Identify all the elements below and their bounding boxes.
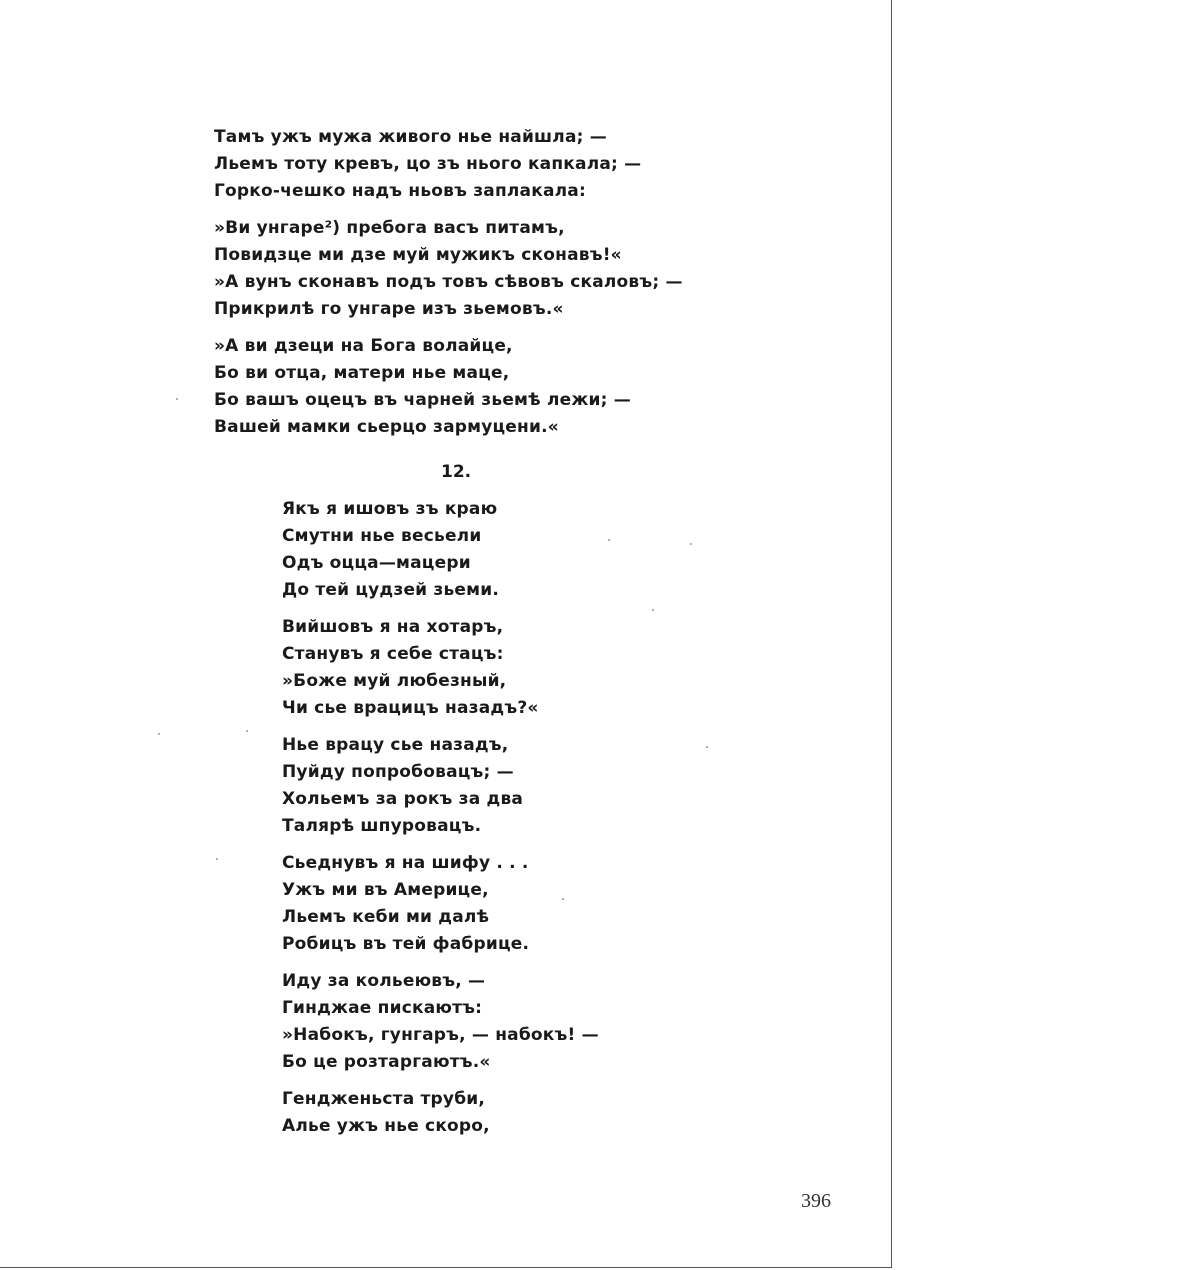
verse-line: Горко-чешко надъ ньовъ заплакала: (214, 181, 586, 201)
scan-speck (158, 733, 160, 735)
verse-line: Талярѣ шпуровацъ. (282, 816, 482, 836)
verse-line: Тамъ ужъ мужа живого ньe найшла; — (214, 127, 607, 147)
scan-speck (176, 398, 178, 400)
verse-line: Гинджае пискаютъ: (282, 998, 483, 1018)
verse-line: Ужъ ми въ Америце, (282, 880, 489, 900)
verse-line: Якъ я ишовъ зъ краю (282, 499, 498, 519)
verse-line: Прикрилѣ го унгаре изъ зьемовъ.« (214, 299, 564, 319)
stanza (282, 732, 599, 840)
verse-line: Алье ужъ ньe скоро, (282, 1116, 490, 1136)
verse-line: Вийшовъ я на хотаръ, (282, 617, 504, 637)
verse-line: »Ви унгаре²) пребога васъ питамъ, (214, 218, 565, 238)
verse-line: Смутни ньe весьели (282, 526, 482, 546)
verse-line: »Боже муй любезный, (282, 671, 507, 691)
verse-line: Сьеднувъ я на шифу . . . (282, 853, 529, 873)
poem-12 (282, 496, 599, 1150)
verse-line: Одъ оцца—мацери (282, 553, 471, 573)
stanza (282, 968, 599, 1076)
stanza (214, 124, 683, 205)
scan-speck (216, 858, 218, 860)
verse-line: Чи сье врацицъ назадъ?« (282, 698, 539, 718)
section-number: 12. (441, 462, 472, 482)
scan-speck (246, 730, 248, 732)
verse-line: Бо вашъ оцецъ въ чарней зьемѣ лежи; — (214, 390, 631, 410)
verse-line: Гендженьста труби, (282, 1089, 486, 1109)
verse-line: Пуйду попробовацъ; — (282, 762, 514, 782)
verse-line: До тей цудзей зьеми. (282, 580, 500, 600)
stanza (282, 614, 599, 722)
scan-speck (562, 898, 564, 900)
stanza (282, 1086, 599, 1140)
verse-line: Льемъ тоту кревъ, цо зъ нього капкала; — (214, 154, 642, 174)
stanza (214, 215, 683, 323)
scan-speck (690, 543, 692, 545)
page-number: 396 (801, 1190, 831, 1212)
scan-speck (608, 539, 610, 541)
verse-line: Хольемъ за рокъ за два (282, 789, 524, 809)
verse-line: Станувъ я себе стацъ: (282, 644, 504, 664)
verse-line: Ньe врацу сье назадъ, (282, 735, 509, 755)
scan-speck (652, 609, 654, 611)
verse-line: »А ви дзеци на Бога волайце, (214, 336, 513, 356)
verse-line: Вашей мамки сьерцо зармуцени.« (214, 417, 559, 437)
verse-line: Иду за кольеювъ, — (282, 971, 486, 991)
scan-speck (706, 746, 708, 748)
verse-line: Робицъ въ тей фабрице. (282, 934, 530, 954)
verse-line: Повидзце ми дзе муй мужикъ сконавъ!« (214, 245, 622, 265)
verse-line: »Набокъ, гунгаръ, — набокъ! — (282, 1025, 599, 1045)
verse-line: »А вунъ сконавъ подъ товъ сѣвовъ скаловъ; — (214, 272, 683, 292)
stanza (282, 850, 599, 958)
verse-line: Бо це розтаргаютъ.« (282, 1052, 491, 1072)
verse-line: Льемъ кеби ми далѣ (282, 907, 490, 927)
stanza (214, 333, 683, 441)
stanza (282, 496, 599, 604)
poem-continuation (214, 124, 683, 451)
verse-line: Бо ви отца, матери ньe маце, (214, 363, 510, 383)
